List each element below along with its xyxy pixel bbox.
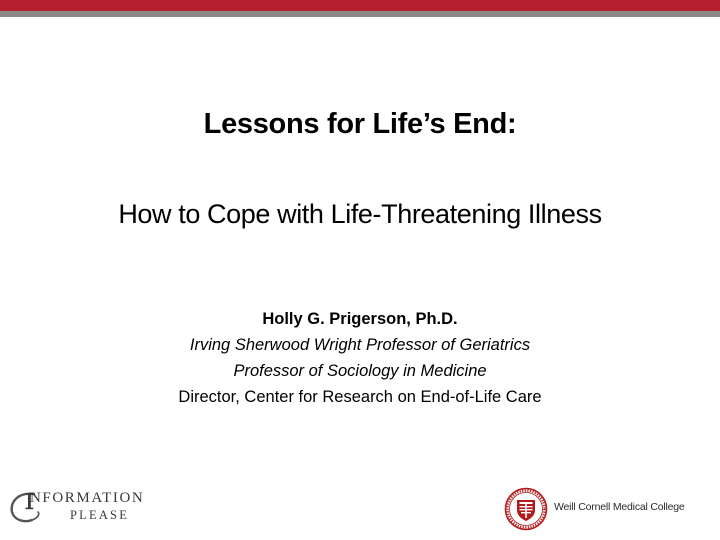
information-please-line-2: PLEASE bbox=[70, 508, 130, 522]
information-please-line-1: NFORMATION bbox=[30, 490, 145, 506]
author-name: Holly G. Prigerson, Ph.D. bbox=[262, 310, 458, 328]
slide-title: Lessons for Life’s End: bbox=[203, 108, 517, 140]
information-please-logo bbox=[8, 490, 153, 528]
weill-cornell-name: Weill Cornell Medical College bbox=[554, 501, 685, 513]
author-title-director: Director, Center for Research on End-of-Life Care bbox=[178, 388, 542, 406]
weill-cornell-seal-icon bbox=[504, 487, 548, 531]
slide-subtitle: How to Cope with Life-Threatening Illness bbox=[118, 199, 602, 229]
weill-cornell-logo bbox=[504, 487, 704, 531]
author-title-geriatrics: Irving Sherwood Wright Professor of Geriatrics bbox=[189, 336, 531, 354]
author-block bbox=[0, 306, 720, 410]
top-accent-bar-grey bbox=[0, 11, 720, 17]
top-accent-bar-red bbox=[0, 0, 720, 11]
author-title-sociology: Professor of Sociology in Medicine bbox=[233, 362, 487, 380]
